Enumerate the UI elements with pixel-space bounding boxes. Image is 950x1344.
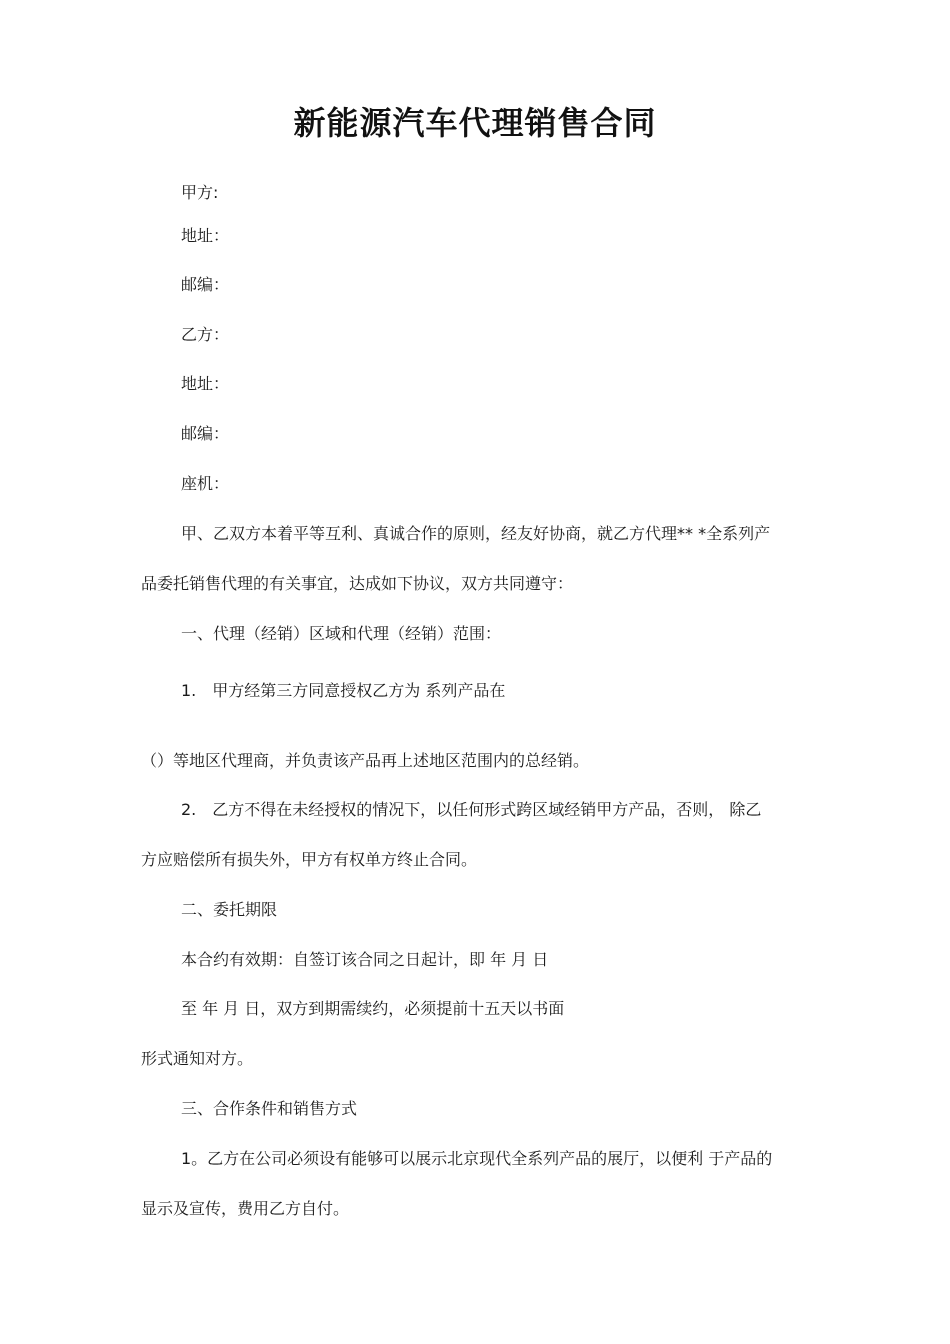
section1-item1-text: 甲方经第三方同意授权乙方为 系列产品在 xyxy=(212,681,506,700)
section2-line-2: 至 年 月 日，双方到期需续约，必须提前十五天以书面 xyxy=(181,999,565,1018)
section3-item1-line-2: 显示及宣传，费用乙方自付。 xyxy=(141,1199,350,1218)
section2-line-1: 本合约有效期：自签订该合同之日起计，即 年 月 日 xyxy=(181,950,549,969)
party-b-phone: 座机： xyxy=(181,474,230,493)
section1-item2-number: 2. xyxy=(181,800,197,819)
section1-item2-text: 乙方不得在未经授权的情况下，以任何形式跨区域经销甲方产品，否则， 除乙 xyxy=(212,800,762,819)
party-a-address: 地址： xyxy=(181,226,230,245)
section1-heading: 一、代理（经销）区域和代理（经销）范围： xyxy=(181,624,502,643)
party-b-address: 地址： xyxy=(181,374,230,393)
section2-heading: 二、委托期限 xyxy=(181,900,278,919)
section1-item2-line-1 xyxy=(181,800,761,820)
document-title: 新能源汽车代理销售合同 xyxy=(293,104,657,142)
party-b-label: 乙方： xyxy=(181,325,230,344)
section1-item2-line-2: 方应赔偿所有损失外，甲方有权单方终止合同。 xyxy=(141,850,478,869)
preamble-line-2: 品委托销售代理的有关事宜，达成如下协议，双方共同遵守： xyxy=(141,574,574,593)
party-b-postcode: 邮编： xyxy=(181,424,230,443)
section1-item1-line-1 xyxy=(181,681,505,701)
section1-item1-line-2: （）等地区代理商，并负责该产品再上述地区范围内的总经销。 xyxy=(141,751,590,770)
section3-heading: 三、合作条件和销售方式 xyxy=(181,1099,358,1118)
preamble-line-1: 甲、乙双方本着平等互利、真诚合作的原则，经友好协商，就乙方代理** *全系列产 xyxy=(181,524,771,543)
party-a-label: 甲方: xyxy=(181,183,219,202)
section1-item1-number: 1. xyxy=(181,681,197,700)
party-a-postcode: 邮编： xyxy=(181,275,230,294)
section3-item1-line-1: 1。乙方在公司必须设有能够可以展示北京现代全系列产品的展厅，以便利 于产品的 xyxy=(181,1149,773,1168)
section2-line-3: 形式通知对方。 xyxy=(141,1049,254,1068)
